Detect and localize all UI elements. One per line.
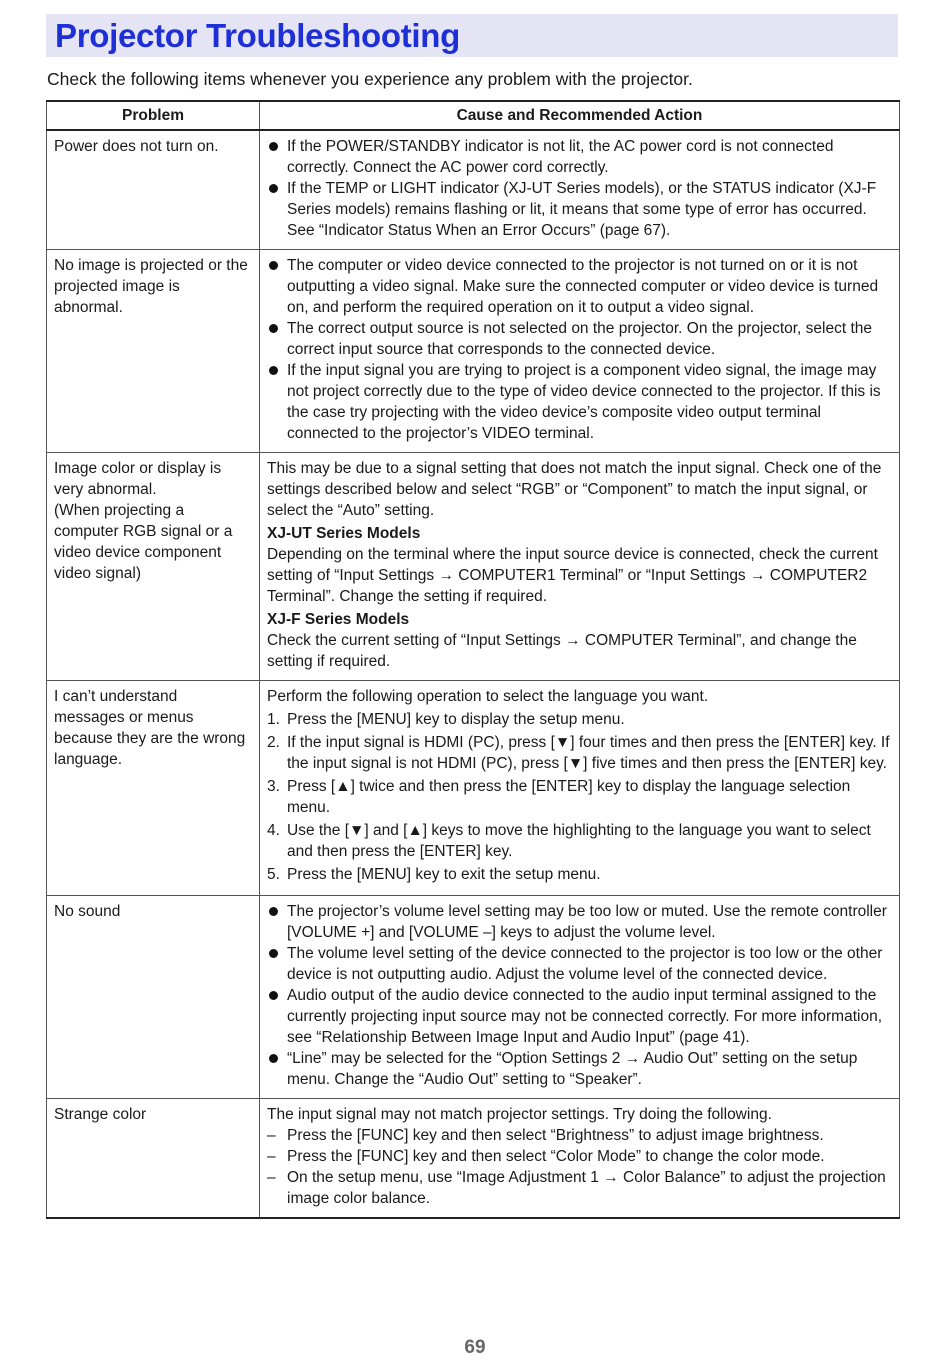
step-item (267, 820, 891, 862)
problem-cell: No image is projected or the projected image is abnormal. (47, 250, 260, 453)
step-text: Press [▲] twice and then press the [ENTER] key to display the language selection menu. (287, 778, 851, 816)
step-number: 3. (267, 778, 280, 795)
problem-cell: No sound (47, 896, 260, 1099)
step-number: 1. (267, 711, 280, 728)
problem-text: Image color or display is very abnormal. (54, 460, 222, 498)
step-number: 4. (267, 822, 280, 839)
action-cell (260, 250, 900, 453)
action-cell (260, 1099, 900, 1219)
problem-note: (When projecting a computer RGB signal or a video device component video signal) (54, 502, 233, 582)
header-problem: Problem (47, 101, 260, 130)
table-row (47, 250, 900, 453)
header-action: Cause and Recommended Action (260, 101, 900, 130)
subheading-xj-f: XJ-F Series Models (267, 611, 410, 628)
list-item: The correct output source is not selected on the projector. On the projector, select the correct input source that corresponds to the connected device. (267, 318, 891, 360)
bullet-list (267, 901, 891, 1090)
step-item (267, 709, 891, 730)
dash-item (267, 1167, 891, 1209)
list-item: The projector’s volume level setting may be too low or muted. Use the remote controller [VOLUME +] and [VOLUME –] keys to adjust the volume level. (267, 901, 891, 943)
list-item: “Line” may be selected for the “Option Settings 2 → Audio Out” setting on the setup menu. Change the “Audio Out” setting to “Speaker”. (267, 1048, 891, 1090)
action-cell (260, 130, 900, 250)
step-text: Press the [MENU] key to display the setup menu. (287, 711, 625, 728)
list-item: If the POWER/STANDBY indicator is not lit, the AC power cord is not connected correctly. Connect the AC power cord correctly. (267, 136, 891, 178)
step-text: Use the [▼] and [▲] keys to move the highlighting to the language you want to select and then press the [ENTER] key. (287, 822, 871, 860)
dash-mark: – (267, 1127, 276, 1144)
bullet-list (267, 255, 891, 444)
dash-text: Press the [FUNC] key and then select “Color Mode” to change the color mode. (287, 1148, 825, 1165)
step-number: 2. (267, 734, 280, 751)
dash-list (267, 1125, 891, 1209)
step-item (267, 776, 891, 818)
action-intro: The input signal may not match projector settings. Try doing the following. (267, 1106, 772, 1123)
problem-cell: Power does not turn on. (47, 130, 260, 250)
table-row (47, 681, 900, 896)
dash-text: On the setup menu, use “Image Adjustment 1 → Color Balance” to adjust the projection image color balance. (287, 1169, 886, 1207)
table-row (47, 130, 900, 250)
table-header-row (47, 101, 900, 130)
dash-mark: – (267, 1148, 276, 1165)
step-item (267, 732, 891, 774)
dash-item (267, 1125, 891, 1146)
page-title: Projector Troubleshooting (55, 17, 461, 54)
problem-cell: Strange color (47, 1099, 260, 1219)
bullet-list (267, 136, 891, 241)
dash-text: Press the [FUNC] key and then select “Brightness” to adjust image brightness. (287, 1127, 824, 1144)
problem-cell: I can’t understand messages or menus because they are the wrong language. (47, 681, 260, 896)
table-row (47, 453, 900, 681)
dash-item (267, 1146, 891, 1167)
step-text: Press the [MENU] key to exit the setup menu. (287, 866, 601, 883)
step-item (267, 864, 891, 885)
page-number: 69 (464, 1337, 486, 1358)
action-cell (260, 896, 900, 1099)
list-item: The volume level setting of the device connected to the projector is too low or the other device is not outputting audio. Adjust the volume level of the connected device. (267, 943, 891, 985)
dash-mark: – (267, 1169, 276, 1186)
list-item: If the TEMP or LIGHT indicator (XJ-UT Series models), or the STATUS indicator (XJ-F Series models) remains flashing or lit, it means that some type of error has occurred. See “Indicator Status When an Error Occurs” (page 67). (267, 178, 891, 241)
list-item: The computer or video device connected to the projector is not turned on or it is not outputting a video signal. Make sure the connected computer or video device is turned on, and perform the required operation on it to output a video signal. (267, 255, 891, 318)
list-item: If the input signal you are trying to project is a component video signal, the image may not project correctly due to the type of video device connected to the projector. If this is the case try projecting with the video device’s composite video output terminal connected to the projector’s VIDEO terminal. (267, 360, 891, 444)
action-intro: This may be due to a signal setting that does not match the input signal. Check one of the settings described below and select “RGB” or “Component” to match the input signal, or select the “Auto” setting. (267, 460, 882, 519)
title-bar (46, 14, 898, 57)
action-intro: Perform the following operation to select the language you want. (267, 688, 709, 705)
step-text: If the input signal is HDMI (PC), press [▼] four times and then press the [ENTER] key. If the input signal is not HDMI (PC), press [▼] five times and then press the [ENTER] key. (287, 734, 890, 772)
list-item: Audio output of the audio device connected to the audio input terminal assigned to the currently projecting input source may not be connected correctly. For more information, see “Relationship Between Image Input and Audio Input” (page 41). (267, 985, 891, 1048)
table-row (47, 1099, 900, 1219)
subheading-xj-ut: XJ-UT Series Models (267, 525, 421, 542)
action-text: Check the current setting of “Input Settings → COMPUTER Terminal”, and change the setting if required. (267, 632, 857, 670)
action-cell (260, 453, 900, 681)
step-number: 5. (267, 866, 280, 883)
troubleshooting-table (46, 100, 900, 1219)
action-cell (260, 681, 900, 896)
table-row (47, 896, 900, 1099)
problem-cell (47, 453, 260, 681)
action-text: Depending on the terminal where the input source device is connected, check the current setting of “Input Settings → COMPUTER1 Terminal” or “Input Settings → COMPUTER2 Terminal”. Change the setting if required. (267, 546, 878, 605)
steps-list (267, 709, 891, 885)
intro-text: Check the following items whenever you experience any problem with the projector. (47, 69, 693, 89)
